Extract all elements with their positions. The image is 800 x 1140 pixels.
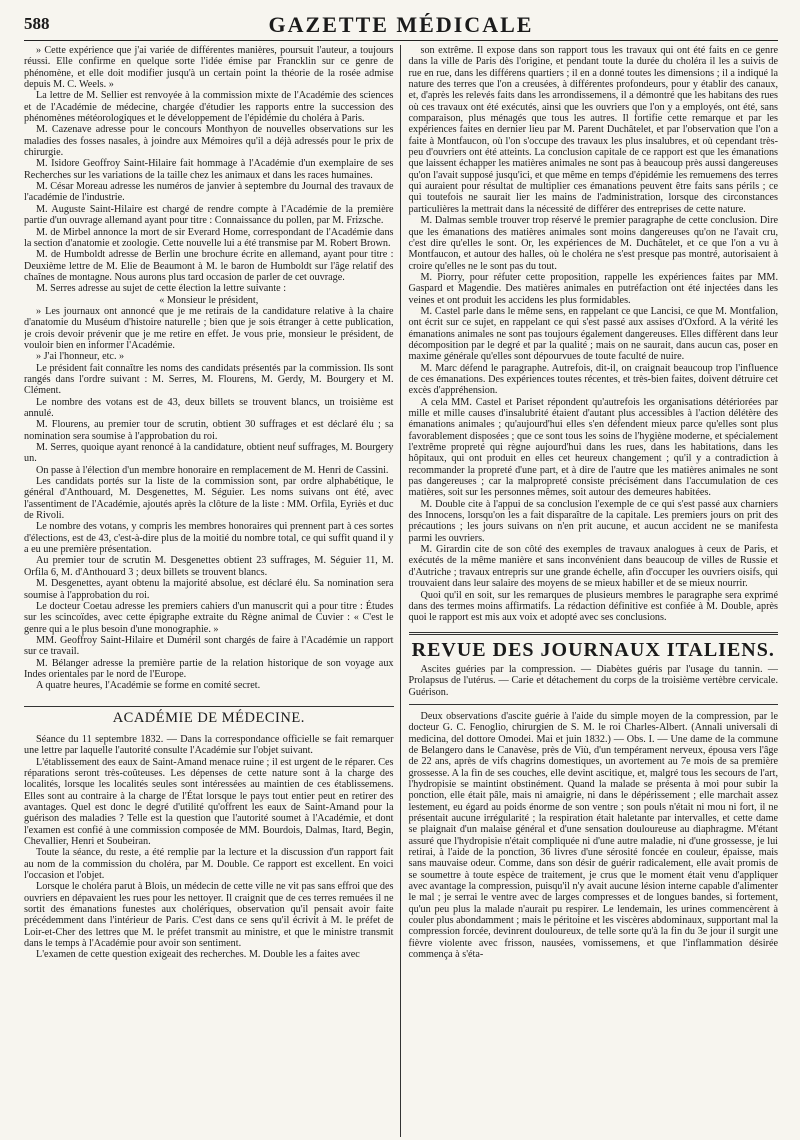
paragraph: M. Bélanger adresse la première partie de la relation historique de son voyage aux Indes orientales par le nord de l'Europe. xyxy=(24,657,394,680)
paragraph: M. Marc défend le paragraphe. Autrefois, dit-il, on craignait beaucoup trop l'influence de ces émanations. Des expériences toutes récentes, et très-bien faites, doivent détruire cet excès d'appréhension. xyxy=(408,362,779,397)
right-paragraphs-2 xyxy=(409,711,779,961)
paragraph: Le président fait connaître les noms des candidats présentés par la commission. Ils sont rangés dans l'ordre suivant : M. Serres, M. Flourens, M. Gerdy, M. Bourgery et M. Clément. xyxy=(24,362,394,397)
paragraph: M. Flourens, au premier tour de scrutin, obtient 30 suffrages et est déclaré élu ; sa nomination sera soumise à l'approbation du roi. xyxy=(24,419,394,442)
paragraph: M. de Mirbel annonce la mort de sir Everard Home, correspondant de l'Académie dans la section d'anatomie et zoologie. Cette nouvelle lui a été transmise par M. Robert Brown. xyxy=(24,226,394,249)
paragraph: L'examen de cette question exigeait des recherches. M. Double les a faites avec xyxy=(36,949,360,961)
left-paragraphs-1 xyxy=(24,45,394,692)
paragraph: M. de Humboldt adresse de Berlin une brochure écrite en allemand, ayant pour titre : Deuxième lettre de M. Elie de Beaumont à M. le baron de Humboldt sur l'âge relatif des chaînes de montagne. Nous aurons plus tard occasion de parler de cet ouvrage. xyxy=(24,249,394,283)
paragraph: M. Piorry, pour réfuter cette proposition, rappelle les expériences faites par MM. Gaspard et Magendie. Des matières animales en putréfaction ont été injectées dans les veines et ont produit les accidens les plus formidables. xyxy=(408,271,779,306)
page-header xyxy=(24,12,778,41)
section-summary: Ascites guéries par la compression. — Diabètes guéris par l'usage du tannin. — Prolapsus de l'utérus. — Carie et détachement du corps de la troisième vertèbre cervicale. Guérison. xyxy=(409,664,779,705)
paragraph: » J'ai l'honneur, etc. » xyxy=(36,351,125,363)
left-column xyxy=(24,45,400,1137)
paragraph: M. Desgenettes, ayant obtenu la majorité absolue, est déclaré élu. Sa nomination sera soumise à l'approbation du roi. xyxy=(24,578,394,601)
paragraph: Le nombre des votans est de 43, deux billets se trouvent blancs, un troisième est annulé. xyxy=(24,396,394,419)
paragraph: M. Castel parle dans le même sens, en rappelant ce que Lancisi, ce que M. Montfalion, ont écrit sur ce sujet, en rappelant ce qui s'est passé aux assises d'Oxford. A la vérité les émanations animales ne sont pas toujours également dangereuses. Elles diffèrent dans leur décomposition par le degré et par la qualité ; mais on ne saurait, dans aucun cas, poser en maxime générale qu'elles sont dépourvues de toute faculté de nuire. xyxy=(408,305,779,363)
section-title-academie: ACADÉMIE DE MÉDECINE. xyxy=(24,706,394,724)
paragraph: Séance du 11 septembre 1832. — Dans la correspondance officielle se fait remarquer une lettre par laquelle l'autorité consulte l'Académie sur l'objet suivant. xyxy=(24,733,394,757)
paragraph: « Monsieur le président, xyxy=(159,294,259,306)
paragraph: La lettre de M. Sellier est renvoyée à la commission mixte de l'Académie des sciences et de l'Académie de médecine, chargée d'étudier les rapports entre la succession des phénomènes météorologiques et le développement de l'épidémie du choléra à Paris. xyxy=(24,90,394,125)
right-column xyxy=(401,45,779,1137)
page-number: 588 xyxy=(24,14,50,33)
paragraph: Les candidats portés sur la liste de la commission sont, par ordre alphabétique, le général d'Anthouard, M. Desgenettes, M. Séguier. Les noms suivans ont été, avec l'assentiment de l'Académie, ajoutés après la clôture de la liste : MM. Orfila, Eyriès et duc de Rivoli. xyxy=(24,476,394,522)
paragraph: L'établissement des eaux de Saint-Amand menace ruine ; il est urgent de le réparer. Ces réparations seront très-coûteuses. Les dépenses de cette nature sont à la charge des localités, lorsque les localités seules sont intéressées au maintien de ces établissemens. Elles sont au contraire à la charge de l'État lorsque le pays tout entier peut en retirer des avantages. Quel est donc le degré d'utilité qu'offrent les eaux de Saint-Amand pour la guérison des maladies ? Telle est la question que l'autorité soumet à l'Académie, et dont l'examen est confié à une commission composée de MM. Bourdois, Dalmas, Itard, Begin, Chevallier, Henri et Soubeiran. xyxy=(24,756,394,848)
paragraph: son extrême. Il expose dans son rapport tous les travaux qui ont été faits en ce genre dans la ville de Paris dès l'origine, et pendant toute la durée du choléra il les a suivis de rue en rue, dans les différens quartiers ; il en a donné toutes les dimensions ; il a indiqué la nature des terres que l'on a creusées, à différentes profondeurs, pour y établir des canaux, et, d'après les relevés faits dans les arrondissemens, il a démontré que les habitans des rues où ces travaux ont été exécutés, ainsi que les ouvriers que l'on y a employés, ont été, sans comparaison, plus ménagés que tous les autres. Il fortifie cette remarque et par les expériences faites en dernier lieu par M. Parent Duchâtelet, et par l'observation que l'on a faite à Montfaucon, où l'on s'occupe des travaux les plus insalubres, et où cependant très-peu d'ouvriers ont été atteints. La conclusion capitale de ce rapport est que les émanations que laissent échapper les matières animales ne sont pas à beaucoup près aussi dangereuses qu'on l'avait supposé jusqu'ici, et que même en temps d'épidémie les remuemens des terres qui auraient pour résultat de multiplier ces émanations peuvent être faits sans périls ; ce qui toutefois ne saurait lier les mains de l'administration, lorsque des circonstances particulières la mettrait dans la nécessité de différer des entreprises de cette nature. xyxy=(408,45,779,215)
paragraph: Au premier tour de scrutin M. Desgenettes obtient 23 suffrages, M. Séguier 11, M. Orfila 6, M. d'Anthouard 3 ; deux billets se trouvent blancs. xyxy=(24,555,394,578)
paragraph: » Cette expérience que j'ai variée de différentes manières, poursuit l'auteur, a toujours réussi. Elle confirme en quelque sorte l'idée émise par Francklin sur ce genre de phénomène, et elle doit modifier jusqu'à un certain point la théorie de la rosée admise depuis M. C. Weels. » xyxy=(24,45,394,91)
running-title: GAZETTE MÉDICALE xyxy=(268,12,534,37)
paragraph: » Les journaux ont annoncé que je me retirais de la candidature relative à la chaire d'anatomie du Muséum d'histoire naturelle ; bien que je sois étranger à cette publication, je crois devoir prévenir que je me retire en effet. Je vous prie, monsieur le président, de vouloir bien en informer l'Académie. xyxy=(24,305,394,351)
paragraph: A quatre heures, l'Académie se forme en comité secret. xyxy=(36,680,261,692)
paragraph: M. Serres adresse au sujet de cette élection la lettre suivante : xyxy=(36,283,287,295)
paragraph: Le nombre des votans, y compris les membres honoraires qui prennent part à ces sortes d'élections, est de 43, c'est-à-dire plus de la moitié du nombre total, ce qui suffit quand il y a eu une première présentation. xyxy=(24,521,394,556)
paragraph: M. Isidore Geoffroy Saint-Hilaire fait hommage à l'Académie d'un exemplaire de ses Recherches sur les variations de la taille chez les animaux et dans les races humaines. xyxy=(24,158,394,181)
paragraph: Deux observations d'ascite guérie à l'aide du simple moyen de la compression, par le docteur G. C. Fenoglio, chirurgien de S. M. le roi Charles-Albert. (Annali universali di medicina, del dottore Omodei. Mai et juin 1832.) — Obs. I. — Une dame de la commune de Belangero dans le Canavèse, près de Viù, d'un tempérament nerveux, épousa vers l'âge de 22 ans, après de vifs chagrins domestiques, un avortement au 7e mois de sa première grossesse. A la fin de ses couches, elle devint ascitique, et, malgré tous les secours de l'art, l'hydropisie se maintint obstinément. Quand la malade se présenta à moi pour subir la ponction, elle était pâle, mais ni amaigrie, ni dans le dépérissement ; elle marchait assez lestement, eu égard au poids énorme de son ventre ; son pouls n'était ni mou ni fort, il ne présentait aucune irrégularité ; la respiration était haletante par intervalles, et cette dame se plaignait d'un malaise général et d'une sensation douloureuse au diaphragme. M'étant assuré que l'hydropisie n'était compliquée ni d'une autre maladie, ni d'une grossesse, je lui retirai, à l'aide de la ponction, 36 livres d'une sérosité foncée en couleur, épaisse, mais sans mauvaise odeur. Comme, dans son désir de guérir radicalement, elle avait promis de se soumettre à toute espèce de traitement, je crus que le moment était venu d'appliquer avec avantage la compression, puisqu'il n'y avait aucune lésion interne capable d'alimenter le mal ; je serrai le ventre avec de larges compresses et de longues bandes, si fortement, qu'un peu plus la malade n'aurait pu respirer. Le lendemain, les urines commencèrent à couler plus abondamment ; mais le péritoine et les viscères abdominaux, supportant mal la compression forcée, devinrent douloureux, de telle sorte qu'à la fin du 3e jour il surgit une fièvre violente avec frisson, nausées, vomissemens, et que l'inflammation désirée commença à s'éta- xyxy=(408,710,779,961)
paragraph: M. Cazenave adresse pour le concours Monthyon de nouvelles observations sur les maladies des fosses nasales, à joindre aux Mémoires qu'il a déjà adressés pour le prix de chirurgie. xyxy=(24,124,394,159)
paragraph: M. Dalmas semble trouver trop réservé le premier paragraphe de cette conclusion. Dire que les émanations des matières animales sont moins dangereuses qu'on ne l'avait cru, c'est dire qu'elles le sont. Or, les expériences de M. Duchâtelet, et ce que l'on a vu à Montfaucon, et autour des halles, où le choléra ne s'est presque pas montré, autorisaient à croire qu'elles ne le sont pas du tout. xyxy=(408,215,779,272)
section-title-revue: REVUE DES JOURNAUX ITALIENS. xyxy=(409,632,779,656)
paragraph: M. Girardin cite de son côté des exemples de travaux analogues à ceux de Paris, et exécutés de la même manière et sans inconvénient dans beaucoup de villes de Russie et d'Autriche ; travaux entrepris sur une grande échelle, afin d'occuper les ouvriers oisifs, qui trouvaient dans leur salaire des moyens de se mieux habiller et de se mieux nourrir. xyxy=(408,544,779,590)
paragraph: A cela MM. Castel et Pariset répondent qu'autrefois les organisations détériorées par mille et mille causes d'insalubrité étaient d'autant plus accessibles à l'action délétère des émanations animales ; qu'aujourd'hui elles s'en défendent mieux parce qu'elles sont plus favorablement disposées ; que ce sont tous les soins de l'hygiène moderne, et spécialement l'extrême propreté qui règne aujourd'hui dans les rues, dans les habitations, dans les hôpitaux, qui ont produit en elles cet heureux changement ; qu'il y a contradiction à recommander la propreté d'une part, et à dire de l'autre que les matières animales ne sont pas dangereuses ; car la malpropreté consiste précisément dans l'accumulation de ces matières, soit sur les personnes mêmes, soit autour des demeures habitées. xyxy=(408,396,779,499)
paragraph: M. Double cite à l'appui de sa conclusion l'exemple de ce qui s'est passé aux charniers des Innocens, lorsqu'on les a fait disparaître de la capitale. Les premiers jours on prit des précautions ; les jours suivans on n'en prit aucune, et aucun accident ne se manifesta parmi les ouvriers. xyxy=(408,498,779,544)
paragraph: Le docteur Coetau adresse les premiers cahiers d'un manuscrit qui a pour titre : Études sur les scincoïdes, avec cette épigraphe extraite du Règne animal de Cuvier : « C'est le genre qui a le plus besoin d'une monographie. » xyxy=(24,600,394,635)
paragraph: M. Auguste Saint-Hilaire est chargé de rendre compte à l'Académie de la première partie d'un ouvrage allemand ayant pour titre : Connaissance du pollen, par M. Frizsche. xyxy=(24,203,394,227)
paragraph: Lorsque le choléra parut à Blois, un médecin de cette ville ne vit pas sans effroi que des ouvriers en dépavaient les rues pour les nettoyer. Il craignit que de ces terres remuées il ne sortit des émanations funestes aux cholériques, observation qu'il pensait avoir faite précédemment dans l'intérieur de Paris. C'est dans ce sens qu'il écrivit à M. le préfet de Loir-et-Cher des lettres que M. le préfet transmit au ministre, et que le ministre transmit dans le temps à l'Académie pour avoir son sentiment. xyxy=(24,881,394,950)
left-paragraphs-2 xyxy=(24,734,394,961)
paragraph: MM. Geoffroy Saint-Hilaire et Duméril sont chargés de faire à l'Académie un rapport sur ce travail. xyxy=(24,634,394,658)
paragraph: M. Serres, quoique ayant renoncé à la candidature, obtient neuf suffrages, M. Bourgery un. xyxy=(24,442,394,465)
right-paragraphs-1 xyxy=(409,45,779,624)
paragraph: Quoi qu'il en soit, sur les remarques de plusieurs membres le paragraphe sera exprimé dans des termes moins affirmatifs. La rédaction définitive est confiée à M. Double, après quoi le rapport est mis aux voix et adopté avec ses conclusions. xyxy=(408,589,779,624)
paragraph: Toute la séance, du reste, a été remplie par la lecture et la discussion d'un rapport fait au nom de la commission du choléra, par M. Double. Ce rapport est excellent. En voici l'occasion et l'objet. xyxy=(24,847,394,882)
two-column-body xyxy=(24,45,778,1137)
paragraph: M. César Moreau adresse les numéros de janvier à septembre du Journal des travaux de l'académie de l'industrie. xyxy=(24,181,394,204)
paragraph: On passe à l'élection d'un membre honoraire en remplacement de M. Henri de Cassini. xyxy=(36,464,389,476)
